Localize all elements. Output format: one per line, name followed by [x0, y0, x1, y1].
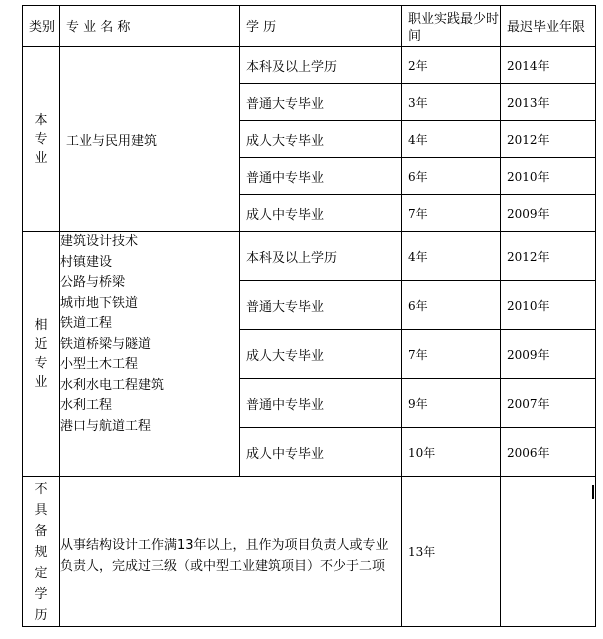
- header-practice-years: 职业实践最少时间: [402, 6, 501, 47]
- cursor-mark: [592, 485, 594, 499]
- list-item: 铁道工程: [60, 316, 113, 331]
- years-cell: 9年: [402, 379, 501, 428]
- years-cell: 6年: [402, 158, 501, 195]
- list-item: 公路与桥梁: [60, 275, 126, 290]
- latest-cell: 2007年: [501, 379, 596, 428]
- header-name: 专 业 名 称: [60, 6, 240, 47]
- header-education: 学 历: [240, 6, 402, 47]
- header-category: 类别: [23, 6, 60, 47]
- list-item: 水利工程: [60, 398, 113, 413]
- education-cell: 成人中专毕业: [240, 428, 402, 477]
- education-cell: 普通大专毕业: [240, 84, 402, 121]
- years-cell: 7年: [402, 195, 501, 232]
- category-cell: 不具备规定学历: [23, 477, 60, 627]
- list-item: 港口与航道工程: [60, 418, 152, 434]
- latest-cell: 2009年: [501, 195, 596, 232]
- education-cell: 本科及以上学历: [240, 47, 402, 84]
- education-cell: 成人中专毕业: [240, 195, 402, 232]
- years-cell: 4年: [402, 121, 501, 158]
- table-row: [23, 477, 596, 627]
- years-cell: 13年: [402, 477, 501, 627]
- qualification-table: [22, 5, 596, 627]
- latest-cell: 2013年: [501, 84, 596, 121]
- years-cell: 4年: [402, 232, 501, 281]
- years-cell: 7年: [402, 330, 501, 379]
- description-cell: 从事结构设计工作满13年以上，且作为项目负责人或专业负责人，完成过三级（或中型工业建筑项目）不少于二项: [60, 477, 402, 627]
- table-row: [23, 47, 596, 84]
- table-row: [23, 232, 596, 281]
- list-item: 建筑设计技术: [60, 234, 139, 249]
- category-cell: 相近专业: [23, 232, 60, 477]
- latest-cell: 2006年: [501, 428, 596, 477]
- header-latest-year: 最迟毕业年限: [501, 6, 596, 47]
- list-item: 小型土木工程: [60, 357, 139, 372]
- education-cell: 普通大专毕业: [240, 281, 402, 330]
- latest-cell: 2014年: [501, 47, 596, 84]
- latest-cell: 2012年: [501, 121, 596, 158]
- years-cell: 6年: [402, 281, 501, 330]
- category-cell: 本专业: [23, 47, 60, 232]
- major-cell: 工业与民用建筑: [60, 47, 240, 232]
- latest-cell: 2012年: [501, 232, 596, 281]
- list-item: 铁道桥梁与隧道: [60, 336, 152, 352]
- years-cell: 10年: [402, 428, 501, 477]
- education-cell: 普通中专毕业: [240, 158, 402, 195]
- latest-cell: [501, 477, 596, 627]
- latest-cell: 2010年: [501, 158, 596, 195]
- years-cell: 2年: [402, 47, 501, 84]
- education-cell: 成人大专毕业: [240, 330, 402, 379]
- education-cell: 普通中专毕业: [240, 379, 402, 428]
- latest-cell: 2010年: [501, 281, 596, 330]
- years-cell: 3年: [402, 84, 501, 121]
- header-row: [23, 6, 596, 47]
- list-item: 水利水电工程建筑: [60, 377, 165, 393]
- list-item: 城市地下铁道: [60, 295, 139, 311]
- education-cell: 成人大专毕业: [240, 121, 402, 158]
- education-cell: 本科及以上学历: [240, 232, 402, 281]
- major-list-cell: [60, 232, 240, 477]
- list-item: 村镇建设: [60, 254, 113, 270]
- latest-cell: 2009年: [501, 330, 596, 379]
